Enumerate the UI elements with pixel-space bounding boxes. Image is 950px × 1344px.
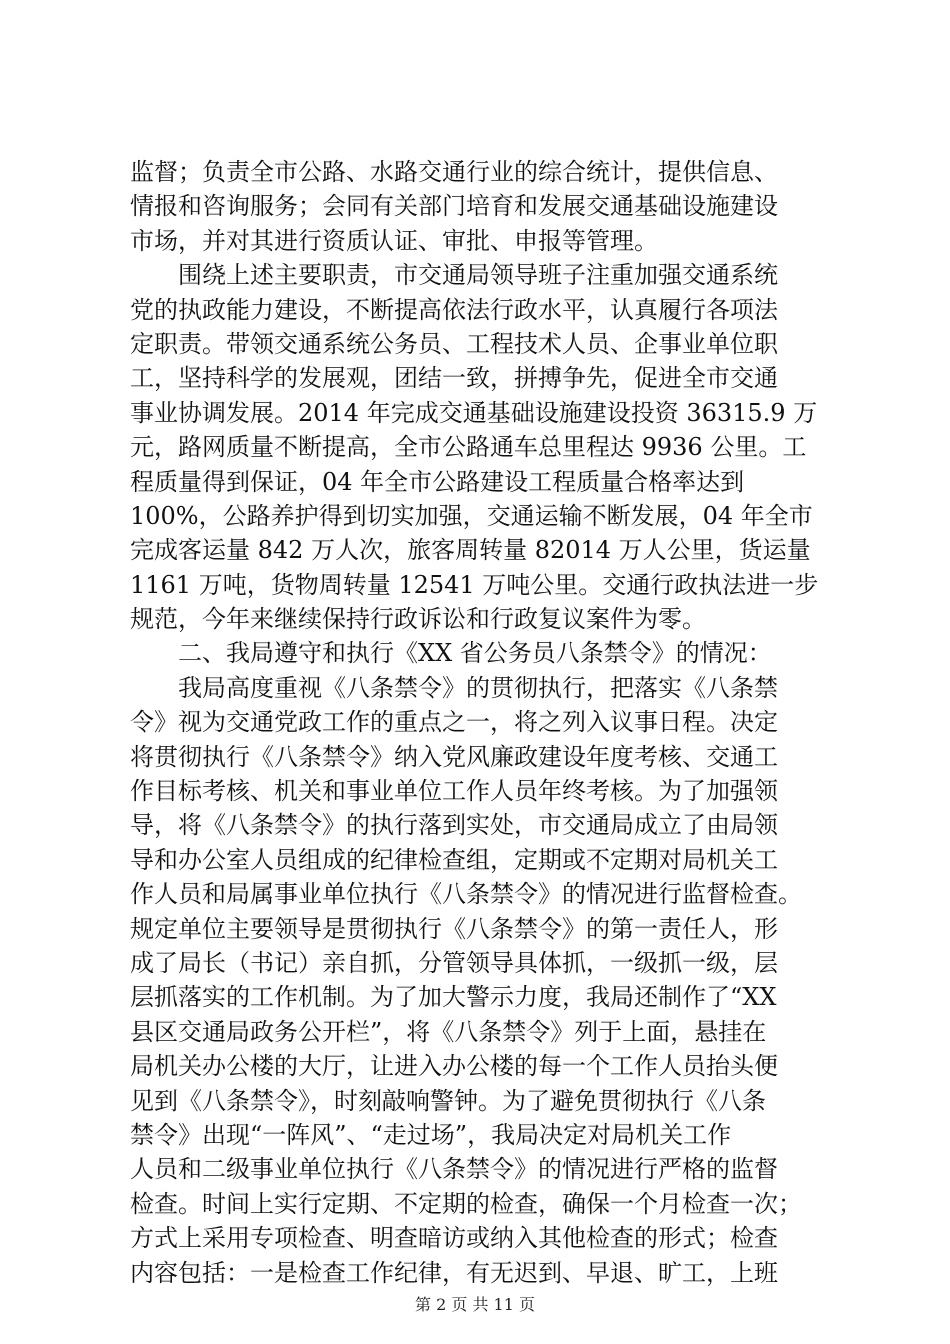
text-line: 作人员和局属事业单位执行《八条禁令》的情况进行监督检查。 [130,880,802,909]
text-line: 100%，公路养护得到切实加强，交通运输不断发展，04 年全市 [130,501,813,530]
text-line: 围绕上述主要职责，市交通局领导班子注重加强交通系统 [130,261,778,290]
text-line: 定职责。带领交通系统公务员、工程技术人员、企事业单位职 [130,329,778,358]
text-line: 程质量得到保证，04 年全市公路建设工程质量合格率达到 [130,467,745,496]
text-line: 县区交通局政务公开栏”，将《八条禁令》列于上面，悬挂在 [130,1017,767,1046]
text-line: 令》视为交通党政工作的重点之一，将之列入议事日程。决定 [130,708,778,737]
text-line: 市场，并对其进行资质认证、审批、申报等管理。 [130,226,658,255]
text-line: 情报和咨询服务；会同有关部门培育和发展交通基础设施建设 [130,192,778,221]
text-line: 作目标考核、机关和事业单位工作人员年终考核。为了加强领 [130,777,778,806]
text-line: 导和办公室人员组成的纪律检查组，定期或不定期对局机关工 [130,845,778,874]
text-line: 检查。时间上实行定期、不定期的检查，确保一个月检查一次； [130,1189,802,1218]
text-line: 局机关办公楼的大厅，让进入办公楼的每一个工作人员抬头便 [130,1052,778,1081]
page-footer: 第 2 页 共 11 页 [415,1295,535,1314]
text-line: 将贯彻执行《八条禁令》纳入党风廉政建设年度考核、交通工 [130,742,778,771]
body-text [130,155,830,1290]
text-line: 党的执政能力建设，不断提高依法行政水平，认真履行各项法 [130,295,778,324]
text-line: 工，坚持科学的发展观，团结一致，拼搏争先，促进全市交通 [130,364,778,393]
text-line: 二、我局遵守和执行《XX 省公务员八条禁令》的情况： [130,639,772,668]
text-line: 人员和二级事业单位执行《八条禁令》的情况进行严格的监督 [130,1155,778,1184]
text-line: 我局高度重视《八条禁令》的贯彻执行，把落实《八条禁 [130,673,778,702]
text-line: 元，路网质量不断提高，全市公路通车总里程达 9936 公里。工 [130,433,807,462]
text-line: 成了局长（书记）亲自抓，分管领导具体抓，一级抓一级，层 [130,948,778,977]
text-line: 见到《八条禁令》，时刻敲响警钟。为了避免贯彻执行《八条 [130,1086,766,1115]
text-line: 监督；负责全市公路、水路交通行业的综合统计，提供信息、 [130,158,778,186]
text-line: 方式上采用专项检查、明查暗访或纳入其他检查的形式；检查 [130,1224,778,1253]
text-line: 禁令》出现“一阵风”、“走过场”，我局决定对局机关工作 [130,1120,732,1149]
text-line: 内容包括：一是检查工作纪律，有无迟到、早退、旷工，上班 [130,1258,778,1287]
text-line: 导，将《八条禁令》的执行落到实处，市交通局成立了由局领 [130,811,778,840]
text-line: 规定单位主要领导是贯彻执行《八条禁令》的第一责任人，形 [130,914,778,943]
text-line: 层抓落实的工作机制。为了加大警示力度，我局还制作了“XX [130,983,777,1012]
text-line: 事业协调发展。2014 年完成交通基础设施建设投资 36315.9 万 [130,398,818,427]
text-line: 1161 万吨，货物周转量 12541 万吨公里。交通行政执法进一步 [130,570,819,599]
text-line: 完成客运量 842 万人次，旅客周转量 82014 万人公里，货运量 [130,536,811,565]
text-line: 规范，今年来继续保持行政诉讼和行政复议案件为零。 [130,605,706,634]
